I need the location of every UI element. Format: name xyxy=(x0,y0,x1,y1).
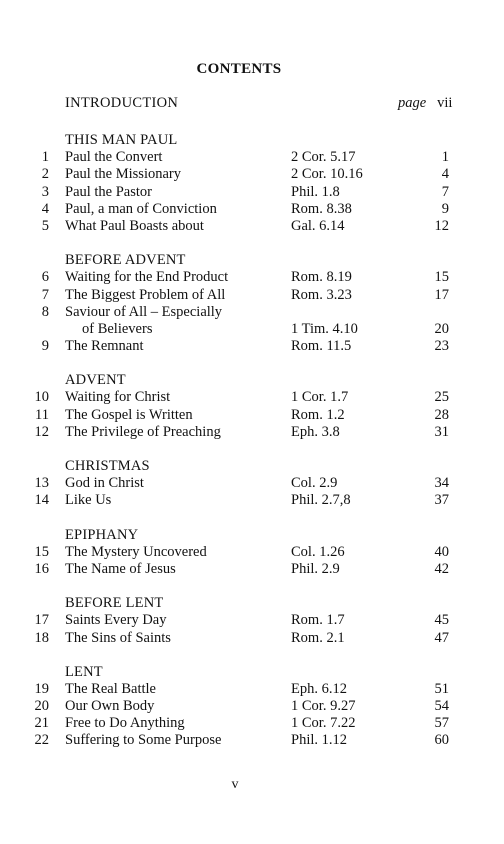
entry-title: Paul the Convert xyxy=(65,149,163,166)
scripture-reference: 1 Tim. 4.10 xyxy=(291,320,358,337)
entry-page-number: 57 xyxy=(434,715,449,732)
scripture-reference: Rom. 8.38 xyxy=(291,200,352,217)
toc-section xyxy=(0,527,504,579)
introduction-page-number: vii xyxy=(437,95,453,111)
entry-number: 8 xyxy=(41,303,49,320)
entry-page-number: 12 xyxy=(434,217,449,234)
entry-page-number: 31 xyxy=(434,423,449,440)
page-word: page xyxy=(398,95,427,111)
entry-page-number: 15 xyxy=(434,269,449,286)
entry-number: 1 xyxy=(41,149,49,166)
toc-entry xyxy=(0,338,504,355)
entry-number: 9 xyxy=(41,338,49,355)
entry-page-number: 47 xyxy=(434,629,449,646)
entry-title: God in Christ xyxy=(65,475,144,492)
scripture-reference: Phil. 2.7,8 xyxy=(291,492,351,509)
entry-page-number: 20 xyxy=(434,320,449,337)
entry-number: 3 xyxy=(41,183,49,200)
introduction-page-ref xyxy=(398,95,452,112)
toc-entry xyxy=(0,149,504,166)
toc-entry xyxy=(0,612,504,629)
entry-number: 14 xyxy=(34,492,49,509)
section-heading: THIS MAN PAUL xyxy=(65,132,178,148)
entry-number: 12 xyxy=(34,423,49,440)
entry-title: Paul the Missionary xyxy=(65,166,181,183)
scripture-reference: Phil. 1.12 xyxy=(291,732,347,749)
toc-entry xyxy=(0,287,504,304)
toc-entry xyxy=(0,389,504,406)
section-heading: CHRISTMAS xyxy=(65,458,150,474)
scripture-reference: 1 Cor. 9.27 xyxy=(291,698,356,715)
scripture-reference: Col. 2.9 xyxy=(291,475,338,492)
entry-page-number: 4 xyxy=(441,166,449,183)
section-heading: BEFORE LENT xyxy=(65,595,164,612)
entry-page-number: 60 xyxy=(434,732,449,749)
entry-page-number: 54 xyxy=(434,698,449,715)
entry-number: 4 xyxy=(41,200,49,217)
entry-title: The Mystery Uncovered xyxy=(65,543,207,560)
scripture-reference: Col. 1.26 xyxy=(291,543,345,560)
scripture-reference: Phil. 1.8 xyxy=(291,183,340,200)
entry-page-number: 42 xyxy=(434,560,449,577)
toc-entry xyxy=(0,561,504,578)
entry-title: Waiting for the End Product xyxy=(65,269,229,286)
entry-title: The Biggest Problem of All xyxy=(65,286,226,303)
scripture-reference: 1 Cor. 7.22 xyxy=(291,715,356,732)
entry-title: The Name of Jesus xyxy=(65,560,176,577)
toc-entry xyxy=(0,304,504,321)
entry-number: 16 xyxy=(34,560,49,577)
entry-page-number: 1 xyxy=(441,149,449,166)
entry-number: 15 xyxy=(34,543,49,560)
entry-page-number: 7 xyxy=(441,183,449,200)
entry-number: 20 xyxy=(34,698,49,715)
toc-entry xyxy=(0,475,504,492)
toc-entry xyxy=(0,201,504,218)
entry-page-number: 9 xyxy=(441,200,449,217)
scripture-reference: Phil. 2.9 xyxy=(291,560,340,577)
entry-page-number: 23 xyxy=(434,338,449,355)
section-heading: EPIPHANY xyxy=(65,526,139,543)
scripture-reference: 1 Cor. 1.7 xyxy=(291,389,349,406)
entry-number: 21 xyxy=(34,715,49,732)
toc-section xyxy=(0,252,504,355)
entry-number: 19 xyxy=(34,680,49,697)
entry-title: Like Us xyxy=(65,492,112,509)
toc-section xyxy=(0,132,504,235)
scripture-reference: Eph. 3.8 xyxy=(291,423,340,440)
entry-number: 11 xyxy=(35,406,49,423)
scripture-reference: 2 Cor. 10.16 xyxy=(291,166,363,183)
toc-entry xyxy=(0,715,504,732)
toc-entry xyxy=(0,424,504,441)
scripture-reference: Rom. 3.23 xyxy=(291,286,352,303)
entry-title: of Believers xyxy=(82,320,153,337)
scripture-reference: Rom. 11.5 xyxy=(291,338,352,355)
toc-entry xyxy=(0,630,504,647)
entry-number: 2 xyxy=(41,166,49,183)
entry-title: Paul the Pastor xyxy=(65,183,152,200)
entry-page-number: 17 xyxy=(434,286,449,303)
entry-page-number: 51 xyxy=(434,680,449,697)
toc-entry xyxy=(0,321,504,338)
entry-title: Free to Do Anything xyxy=(65,715,185,732)
entry-page-number: 28 xyxy=(434,406,449,423)
entry-title: The Gospel is Written xyxy=(65,406,193,423)
entry-title: Paul, a man of Conviction xyxy=(65,200,217,217)
toc-entry xyxy=(0,184,504,201)
toc-entry xyxy=(0,698,504,715)
entry-page-number: 40 xyxy=(434,543,449,560)
entry-page-number: 34 xyxy=(434,475,449,492)
toc-section xyxy=(0,458,504,510)
entry-title: The Remnant xyxy=(65,338,144,355)
entry-number: 17 xyxy=(34,612,49,629)
toc-entry xyxy=(0,166,504,183)
entry-title: The Sins of Saints xyxy=(65,629,171,646)
toc-entry xyxy=(0,269,504,286)
entry-title: The Privilege of Preaching xyxy=(65,423,221,440)
page-title: CONTENTS xyxy=(196,61,282,77)
table-of-contents xyxy=(0,132,504,767)
section-heading: LENT xyxy=(65,663,103,680)
entry-number: 7 xyxy=(41,286,49,303)
section-heading: ADVENT xyxy=(65,372,126,389)
entry-title: Waiting for Christ xyxy=(65,389,171,406)
scripture-reference: Rom. 1.2 xyxy=(291,406,345,423)
entry-title: What Paul Boasts about xyxy=(65,217,204,234)
entry-number: 10 xyxy=(34,389,49,406)
toc-entry xyxy=(0,544,504,561)
entry-title: Saviour of All – Especially xyxy=(65,303,223,320)
entry-number: 6 xyxy=(41,269,49,286)
page-folio: v xyxy=(231,777,239,792)
toc-entry xyxy=(0,492,504,509)
toc-entry xyxy=(0,681,504,698)
introduction-entry: INTRODUCTION xyxy=(65,95,179,111)
scripture-reference: Eph. 6.12 xyxy=(291,680,347,697)
toc-entry xyxy=(0,732,504,749)
toc-entry xyxy=(0,218,504,235)
entry-page-number: 37 xyxy=(434,492,449,509)
toc-section xyxy=(0,595,504,647)
scripture-reference: Rom. 8.19 xyxy=(291,269,352,286)
entry-number: 13 xyxy=(34,475,49,492)
scripture-reference: Rom. 2.1 xyxy=(291,629,345,646)
entry-title: The Real Battle xyxy=(65,680,156,697)
entry-title: Our Own Body xyxy=(65,698,155,715)
entry-page-number: 45 xyxy=(434,612,449,629)
scripture-reference: 2 Cor. 5.17 xyxy=(291,149,356,166)
toc-section xyxy=(0,372,504,441)
toc-section xyxy=(0,664,504,750)
toc-entry xyxy=(0,407,504,424)
entry-title: Suffering to Some Purpose xyxy=(65,732,222,749)
entry-number: 5 xyxy=(41,217,49,234)
section-heading: BEFORE ADVENT xyxy=(65,252,186,269)
scripture-reference: Gal. 6.14 xyxy=(291,217,345,234)
scripture-reference: Rom. 1.7 xyxy=(291,612,345,629)
entry-number: 22 xyxy=(34,732,49,749)
entry-page-number: 25 xyxy=(434,389,449,406)
entry-number: 18 xyxy=(34,629,49,646)
entry-title: Saints Every Day xyxy=(65,612,167,629)
